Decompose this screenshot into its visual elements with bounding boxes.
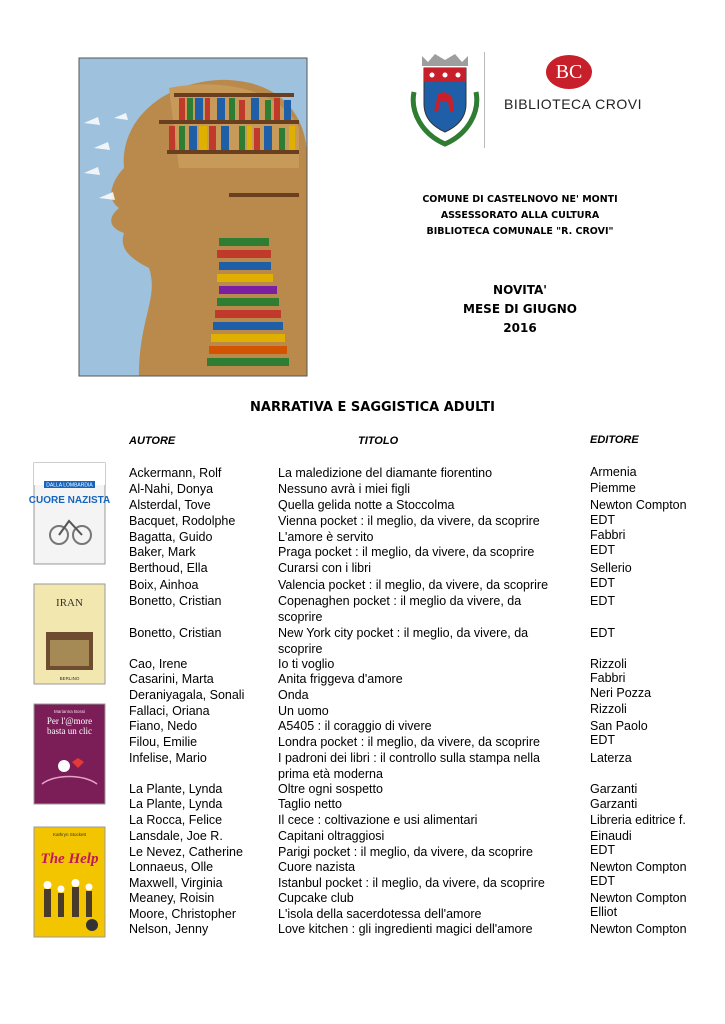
title: Io ti voglio — [278, 657, 335, 671]
title: L'amore è servito — [278, 530, 374, 544]
author: La Plante, Lynda — [129, 782, 223, 796]
title: Nessuno avrà i miei figli — [278, 482, 410, 496]
cover-2-title: IRAN — [56, 597, 83, 609]
column-header-publisher: EDITORE — [590, 434, 639, 446]
title: Il cece : coltivazione e usi alimentari — [278, 813, 478, 827]
cover-1-small: DALLA LOMBARDIA — [46, 482, 93, 489]
author: Fallaci, Oriana — [129, 704, 210, 718]
title: Quella gelida notte a Stoccolma — [278, 498, 455, 512]
author: Moore, Christopher — [129, 907, 236, 921]
publisher: Piemme — [590, 481, 636, 495]
author: Le Nevez, Catherine — [129, 845, 243, 859]
author: Berthoud, Ella — [129, 561, 208, 575]
publisher: Newton Compton — [590, 922, 687, 936]
title: Capitani oltraggiosi — [278, 829, 385, 843]
publisher: Fabbri — [590, 528, 626, 542]
title: Anita friggeva d'amore — [278, 672, 403, 686]
title: Parigi pocket : il meglio, da vivere, da scoprire — [278, 845, 533, 859]
author: Bacquet, Rodolphe — [129, 514, 236, 528]
publisher: Rizzoli — [590, 702, 627, 716]
title: Un uomo — [278, 704, 329, 718]
novita-title: NOVITA' — [493, 283, 547, 297]
author: Lonnaeus, Olle — [129, 860, 214, 874]
title: Cuore nazista — [278, 860, 356, 874]
book-cover-cuore-nazista — [28, 463, 111, 564]
author: Meaney, Roisin — [129, 891, 215, 905]
publisher: Einaudi — [590, 829, 632, 843]
cover-3-title: Per l'@more basta un clic — [46, 716, 93, 736]
author: Infelise, Mario — [129, 751, 207, 765]
title: Love kitchen : gli ingredienti magici dell'amore — [278, 922, 533, 936]
publisher: Fabbri — [590, 671, 626, 685]
title: Valencia pocket : il meglio, da vivere, da scoprire — [278, 578, 549, 592]
title: Istanbul pocket : il meglio, da vivere, da scoprire — [278, 876, 545, 890]
title: New York city pocket : il meglio, da vivere, da — [278, 626, 529, 640]
title: I padroni dei libri : il controllo sulla stampa nella — [278, 751, 540, 765]
section-title: NARRATIVA E SAGGISTICA ADULTI — [250, 400, 495, 415]
cover-2-small: BERLINO — [59, 676, 80, 681]
author: Bonetto, Cristian — [129, 626, 222, 640]
author: Lansdale, Joe R. — [129, 829, 223, 843]
publisher: Newton Compton — [590, 891, 687, 905]
crest-icon — [408, 52, 482, 148]
bc-initials: BC — [546, 55, 592, 89]
title-continued: scoprire — [278, 642, 323, 656]
cover-1-title: CUORE NAZISTA — [28, 495, 111, 506]
title: Onda — [278, 688, 309, 702]
library-name: BIBLIOTECA CROVI — [504, 96, 642, 112]
book-cover-iran — [34, 584, 105, 684]
title: Vienna pocket : il meglio, da vivere, da scoprire — [278, 514, 540, 528]
head-bookshelf-illustration — [79, 58, 307, 376]
title: Londra pocket : il meglio, da vivere, da scoprire — [278, 735, 540, 749]
publisher: EDT — [590, 576, 615, 590]
title: Oltre ogni sospetto — [278, 782, 383, 796]
author: Ackermann, Rolf — [129, 466, 222, 480]
publisher: EDT — [590, 513, 615, 527]
book-cover-per-lamore — [34, 704, 105, 804]
author: Fiano, Nedo — [129, 719, 198, 733]
novita-month: MESE DI GIUGNO — [463, 302, 577, 316]
author: Baker, Mark — [129, 545, 196, 559]
publisher: Garzanti — [590, 782, 638, 796]
publisher: San Paolo — [590, 719, 648, 733]
book-cover-the-help — [34, 827, 105, 937]
publisher: Newton Compton — [590, 498, 687, 512]
publisher: EDT — [590, 874, 615, 888]
column-header-title: TITOLO — [358, 435, 399, 447]
title: Copenaghen pocket : il meglio da vivere, da — [278, 594, 522, 608]
author: La Plante, Lynda — [129, 797, 223, 811]
cover-4-small: Kathryn Stockett — [52, 832, 87, 837]
title: L'isola della sacerdotessa dell'amore — [278, 907, 482, 921]
title-continued: scoprire — [278, 610, 323, 624]
cover-4-title: The Help — [40, 851, 99, 867]
publisher: EDT — [590, 626, 615, 640]
institution-line-2: ASSESSORATO ALLA CULTURA — [440, 210, 600, 221]
author: Boix, Ainhoa — [129, 578, 199, 592]
title: La maledizione del diamante fiorentino — [278, 466, 493, 480]
author: Bagatta, Guido — [129, 530, 213, 544]
publisher: EDT — [590, 543, 615, 557]
publisher: Armenia — [590, 465, 637, 479]
publisher: Newton Compton — [590, 860, 687, 874]
logo-divider — [484, 52, 485, 148]
title: A5405 : il coraggio di vivere — [278, 719, 432, 733]
title-continued: prima età moderna — [278, 767, 383, 781]
author: Casarini, Marta — [129, 672, 214, 686]
author: Cao, Irene — [129, 657, 188, 671]
author: Maxwell, Virginia — [129, 876, 223, 890]
publisher: Neri Pozza — [590, 686, 652, 700]
cover-3-small: Marianna Bossi — [53, 709, 86, 714]
author: Filou, Emilie — [129, 735, 198, 749]
publisher: EDT — [590, 843, 615, 857]
author: Deraniyagala, Sonali — [129, 688, 245, 702]
title: Praga pocket : il meglio, da vivere, da scoprire — [278, 545, 535, 559]
author: Alsterdal, Tove — [129, 498, 211, 512]
publisher: EDT — [590, 594, 615, 608]
novita-year: 2016 — [503, 321, 537, 335]
institution-line-3: BIBLIOTECA COMUNALE "R. CROVI" — [426, 226, 614, 237]
publisher: Libreria editrice f. — [590, 813, 686, 827]
author: Al-Nahi, Donya — [129, 482, 214, 496]
institution-line-1: COMUNE DI CASTELNOVO NE' MONTI — [422, 194, 618, 205]
author: Nelson, Jenny — [129, 922, 209, 936]
column-header-author: AUTORE — [129, 435, 176, 447]
publisher: EDT — [590, 733, 615, 747]
title: Taglio netto — [278, 797, 342, 811]
publisher: Rizzoli — [590, 657, 627, 671]
title: Curarsi con i libri — [278, 561, 372, 575]
publisher: Elliot — [590, 905, 618, 919]
publisher: Sellerio — [590, 561, 632, 575]
title: Cupcake club — [278, 891, 354, 905]
biblioteca-crovi-logo — [498, 55, 648, 125]
author: La Rocca, Felice — [129, 813, 223, 827]
author: Bonetto, Cristian — [129, 594, 222, 608]
publisher: Laterza — [590, 751, 632, 765]
publisher: Garzanti — [590, 797, 638, 811]
